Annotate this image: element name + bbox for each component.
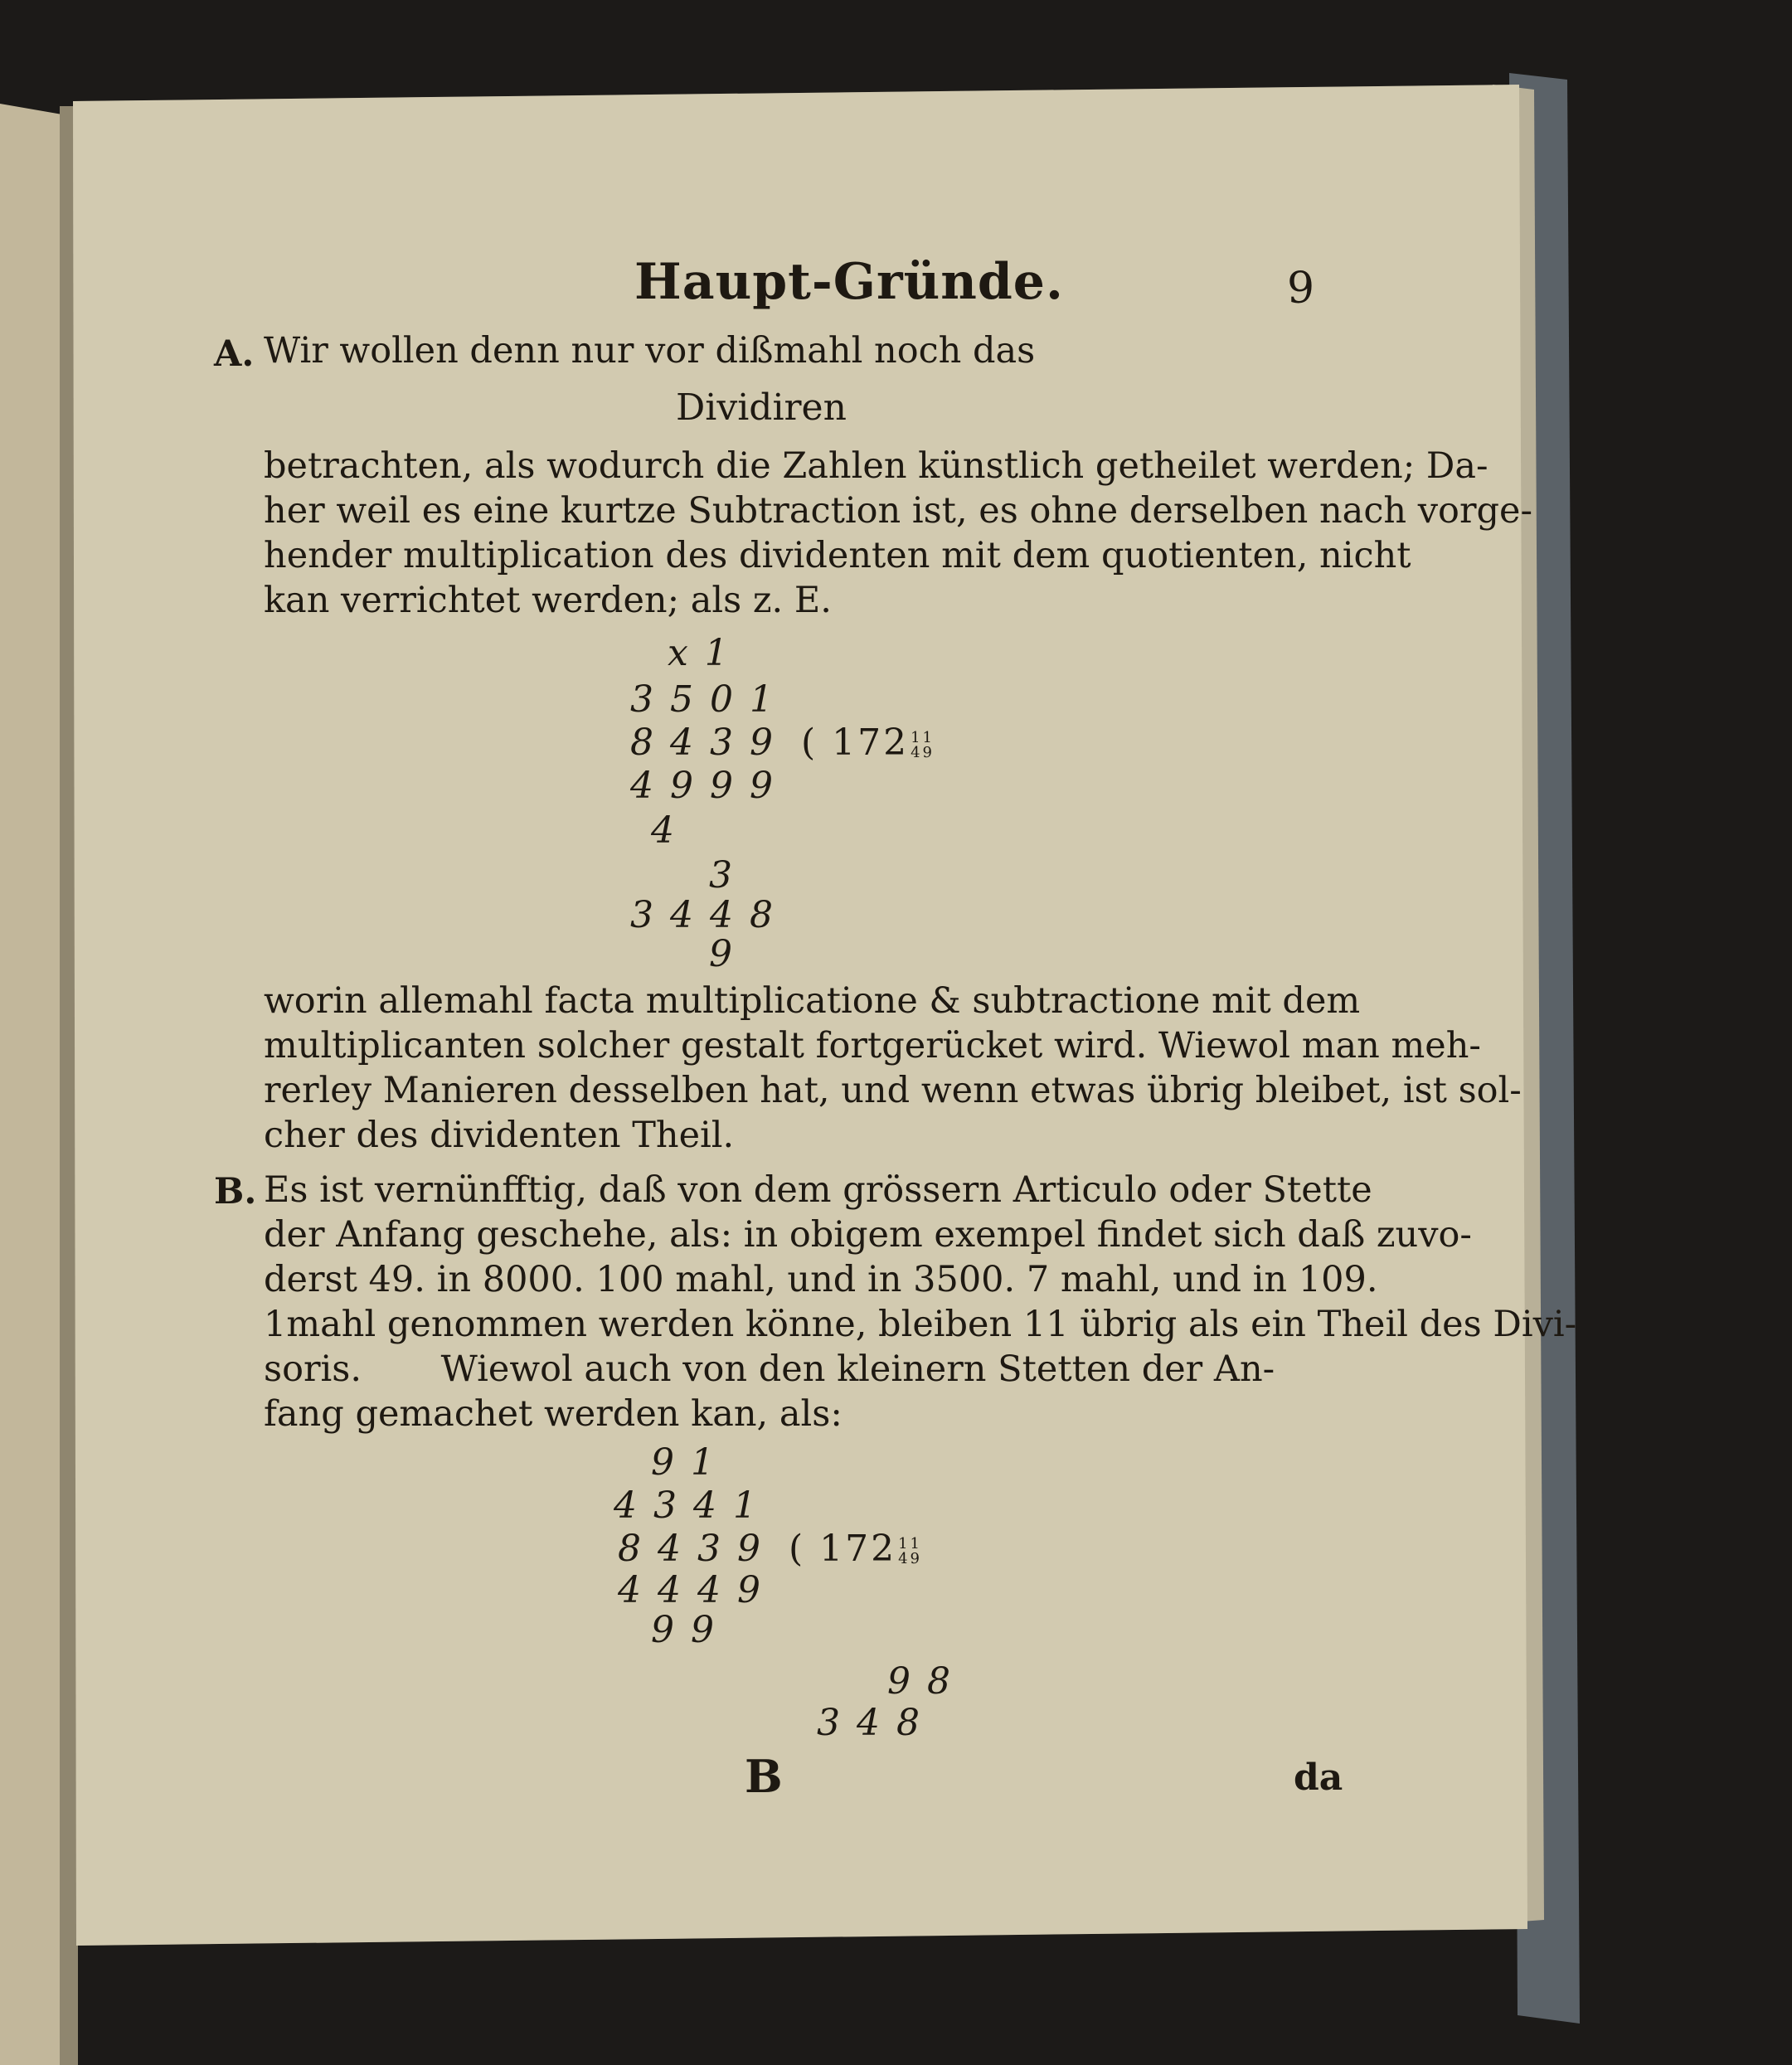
ex2-row-3: [618, 1528, 922, 1570]
para-b-line-3: derst 49. in 8000. 100 mahl, und in 3500. 7 mahl, und in 109.: [264, 1259, 1378, 1300]
para-a-line-3: her weil es eine kurtze Subtraction ist, es ohne derselben nach vorge-: [264, 490, 1533, 532]
ex2-dividend: 8 4 3 9: [618, 1528, 763, 1570]
ex2-fraction-num: 11: [898, 1534, 922, 1552]
ex1-row-1: x 1: [668, 632, 731, 674]
para-b-line-4: 1mahl genommen werden könne, bleiben 11 übrig als ein Theil des Divi-: [264, 1304, 1577, 1345]
ex2-row-6: 9 8: [887, 1660, 953, 1703]
ex1-row-4: 4 9 9 9: [630, 765, 775, 807]
para-a-line-5: kan verrichtet werden; als z. E.: [264, 580, 832, 621]
ex1-row-6: 3: [709, 854, 735, 896]
ex1-quotient: ( 172: [800, 722, 910, 764]
para-b-line-1: Es ist vernünfftig, daß von dem grössern Articulo oder Stette: [264, 1169, 1372, 1211]
section-marker-a: A.: [214, 333, 255, 375]
ex1-fraction: [911, 728, 935, 761]
ex2-row-2: 4 3 4 1: [614, 1484, 759, 1527]
para-a-cont-2: multiplicanten solcher gestalt fortgerücket wird. Wiewol man meh-: [264, 1025, 1481, 1067]
section-marker-b: B.: [214, 1171, 257, 1212]
para-a-line-4: hender multiplication des dividenten mit dem quotienten, nicht: [264, 535, 1411, 576]
ex1-row-5: 4: [651, 809, 677, 852]
para-b-line-6: fang gemachet werden kan, als:: [264, 1393, 843, 1435]
ex2-fraction-den: 49: [898, 1549, 922, 1567]
para-b-line-2: der Anfang geschehe, als: in obigem exempel findet sich daß zuvo-: [264, 1214, 1472, 1256]
para-a-cont-3: rerley Manieren desselben hat, und wenn etwas übrig bleibet, ist sol-: [264, 1070, 1522, 1111]
para-a-line-1: Wir wollen denn nur vor dißmahl noch das: [264, 330, 1036, 372]
ex1-row-2: 3 5 0 1: [630, 678, 775, 721]
ex1-row-7: 3 4 4 8: [630, 894, 775, 936]
page-number: 9: [1287, 264, 1315, 313]
ex1-row-8: 9: [709, 933, 735, 975]
ex1-dividend: 8 4 3 9: [630, 722, 775, 764]
signature-mark: B: [745, 1750, 783, 1803]
ex1-fraction-den: 49: [911, 743, 935, 761]
para-a-cont-1: worin allemahl facta multiplicatione & subtractione mit dem: [264, 980, 1361, 1022]
catchword: da: [1294, 1756, 1343, 1799]
ex2-row-5: 9 9: [651, 1609, 716, 1651]
para-a-cont-4: cher des dividenten Theil.: [264, 1115, 735, 1156]
ex2-row-7: 3 4 8: [817, 1702, 922, 1744]
ex2-row-4: 4 4 4 9: [618, 1569, 763, 1611]
left-page-edge: [0, 104, 66, 2065]
para-a-line-2: betrachten, als wodurch die Zahlen künstlich getheilet werden; Da-: [264, 445, 1488, 487]
ex2-quotient: ( 172: [788, 1528, 897, 1570]
section-heading: Dividiren: [676, 386, 847, 429]
para-b-line-5: soris. Wiewol auch von den kleinern Stetten der An-: [264, 1348, 1275, 1390]
ex1-fraction-num: 11: [911, 728, 935, 746]
ex2-row-1: 9 1: [651, 1441, 716, 1484]
running-head: Haupt-Gründe.: [634, 253, 1064, 311]
ex2-fraction: [898, 1534, 922, 1567]
ex1-row-3: [630, 722, 935, 764]
